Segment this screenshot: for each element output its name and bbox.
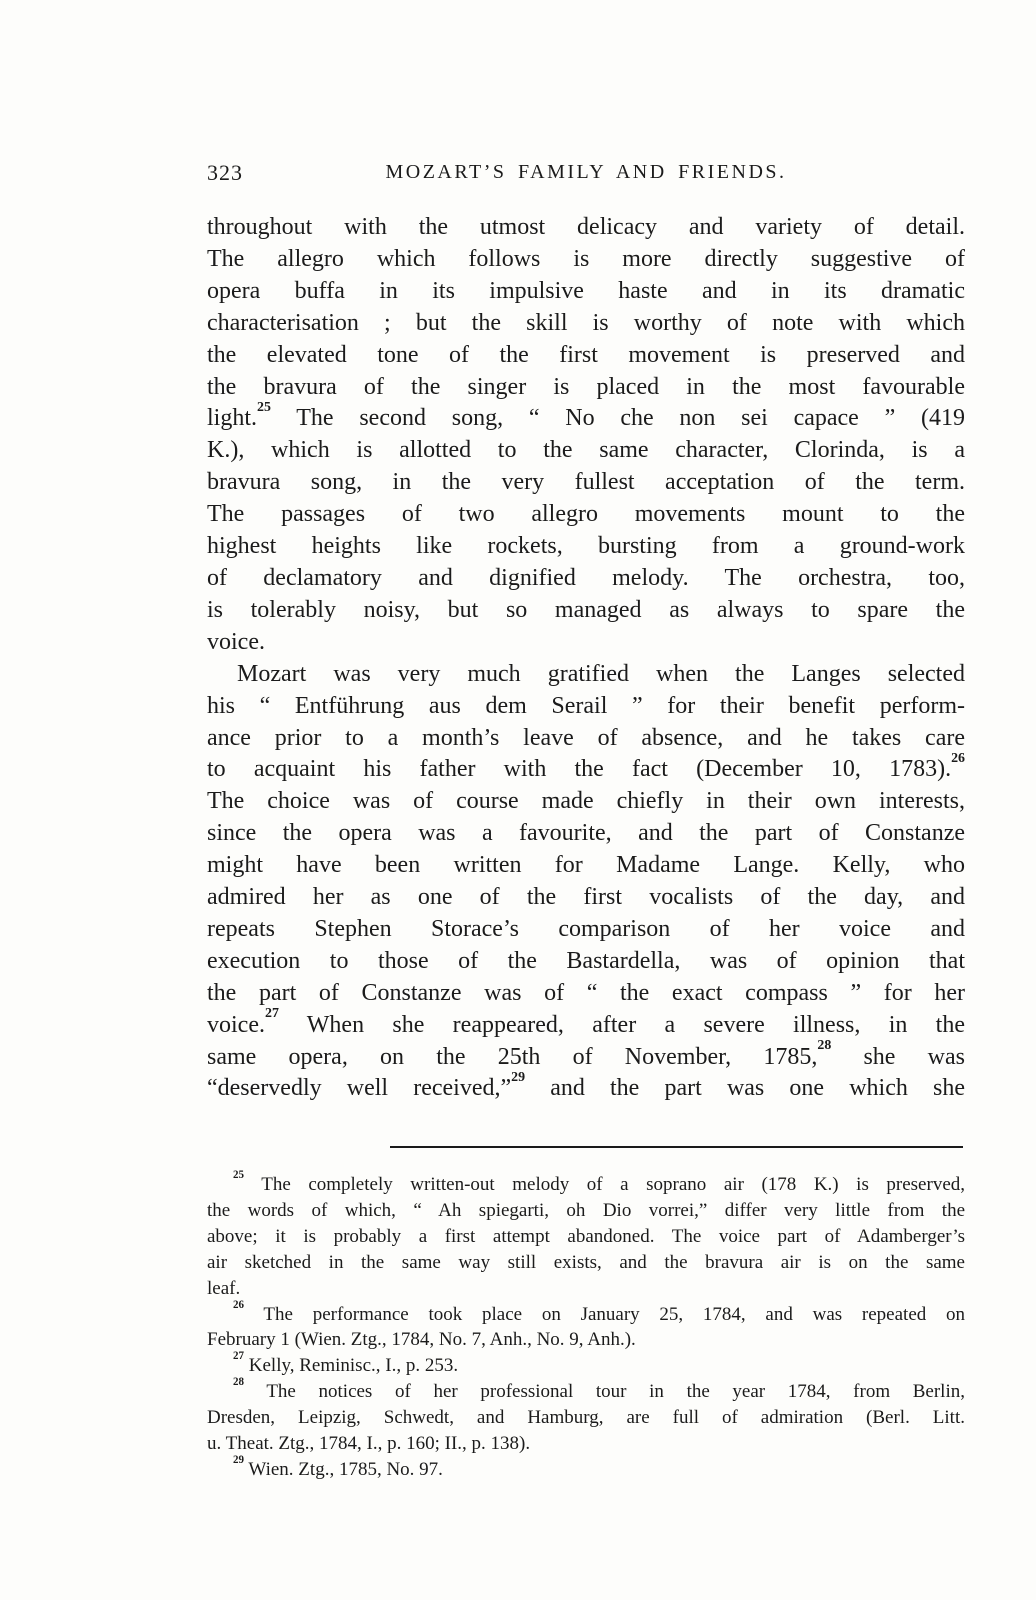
footnote-marker: 27 — [264, 1005, 279, 1021]
text-line: $^{25}$ The completely written-out melody of a soprano air (178 K.) is preserved, — [233, 1169, 965, 1195]
text-line: of declamatory and dignified melody. The orchestra, too, — [207, 564, 965, 591]
text-line: “deservedly well received,”$^{29}$ and the part was one which she — [207, 1069, 966, 1102]
text-line: to acquaint his father with the fact (December 10, 1783).$^{26}$ — [207, 750, 965, 783]
text-line: The passages of two allegro movements mount to the — [207, 501, 965, 528]
text-line: is tolerably noisy, but so managed as always to spare the — [207, 596, 965, 623]
text-line: opera buffa in its impulsive haste and in its dramatic — [207, 277, 965, 304]
text-line: Mozart was very much gratified when the Langes selected — [237, 660, 965, 687]
footnote-marker: 28 — [817, 1037, 832, 1053]
text-line: Dresden, Leipzig, Schwedt, and Hamburg, are full of admiration (Berl. Litt. — [207, 1407, 965, 1429]
footnote-marker: 26 — [951, 750, 965, 766]
running-title: MOZART’S FAMILY AND FRIENDS. — [385, 161, 787, 183]
page-number: 323 — [207, 160, 243, 185]
text-line: the words of which, “ Ah spiegarti, oh Dio vorrei,” differ very little from the — [207, 1199, 965, 1221]
footnote-marker: 25 — [233, 1169, 245, 1182]
text-line: u. Theat. Ztg., 1784, I., p. 160; II., p. 138). — [207, 1433, 531, 1455]
text-line: throughout with the utmost delicacy and variety of detail. — [207, 214, 965, 240]
text-line: $^{27}$ Kelly, Reminisc., I., p. 253. — [233, 1350, 459, 1377]
text-line: light.$^{25}$ The second song, “ No che non sei capace ” (419 — [207, 399, 965, 432]
text-line: leaf. — [207, 1277, 241, 1299]
footnote-marker: 29 — [511, 1069, 526, 1085]
text-line: the bravura of the singer is placed in the most favourable — [207, 373, 965, 400]
text-line: bravura song, in the very fullest acceptation of the term. — [207, 469, 965, 496]
text-line: $^{26}$ The performance took place on January 25, 1784, and was repeated on — [233, 1298, 965, 1325]
footnotes-section — [207, 1169, 965, 1483]
footnote-marker: 25 — [257, 399, 271, 415]
text-line: K.), which is allotted to the same character, Clorinda, is a — [207, 437, 965, 464]
text-line: repeats Stephen Storace’s comparison of her voice and — [207, 915, 965, 942]
text-line: execution to those of the Bastardella, was of opinion that — [207, 947, 965, 974]
footnote-marker: 26 — [233, 1298, 245, 1311]
text-line: characterisation ; but the skill is worthy of note with which — [207, 309, 965, 336]
text-line: the elevated tone of the first movement is preserved and — [207, 341, 965, 368]
text-line: The choice was of course made chiefly in their own interests, — [207, 788, 965, 815]
text-line: might have been written for Madame Lange. Kelly, who — [207, 852, 965, 879]
text-line: ance prior to a month’s leave of absence, and he takes care — [207, 724, 965, 751]
footnote-separator-rule — [390, 1146, 963, 1148]
text-line: February 1 (Wien. Ztg., 1784, No. 7, Anh., No. 9, Anh.). — [207, 1329, 636, 1351]
page-header — [207, 158, 965, 190]
text-line: his “ Entführung aus dem Serail ” for their benefit perform- — [207, 692, 965, 719]
text-line: $^{28}$ The notices of her professional tour in the year 1784, from Berlin, — [233, 1376, 965, 1403]
text-line: The allegro which follows is more directly suggestive of — [207, 245, 965, 272]
text-line: same opera, on the 25th of November, 1785,28 she was — [207, 1037, 965, 1070]
text-line: since the opera was a favourite, and the part of Constanze — [207, 820, 965, 847]
body-text — [207, 212, 965, 1105]
text-line: voice. — [207, 628, 265, 655]
text-line: air sketched in the same way still exists, and the bravura air is on the same — [207, 1251, 965, 1273]
text-line: above; it is probably a first attempt abandoned. The voice part of Adamberger’s — [207, 1225, 965, 1247]
footnote-marker: 27 — [233, 1350, 245, 1363]
text-line: $^{29}$ Wien. Ztg., 1785, No. 97. — [233, 1454, 443, 1480]
footnote-marker: 28 — [233, 1376, 245, 1389]
text-line: the part of Constanze was of “ the exact compass ” for her — [207, 979, 965, 1006]
text-line: highest heights like rockets, bursting from a ground-work — [207, 533, 965, 560]
text-line: admired her as one of the first vocalists of the day, and — [207, 884, 965, 911]
footnote-marker: 29 — [233, 1454, 245, 1467]
text-line: voice.$^{27}$ When she reappeared, after a severe illness, in the — [207, 1005, 965, 1038]
